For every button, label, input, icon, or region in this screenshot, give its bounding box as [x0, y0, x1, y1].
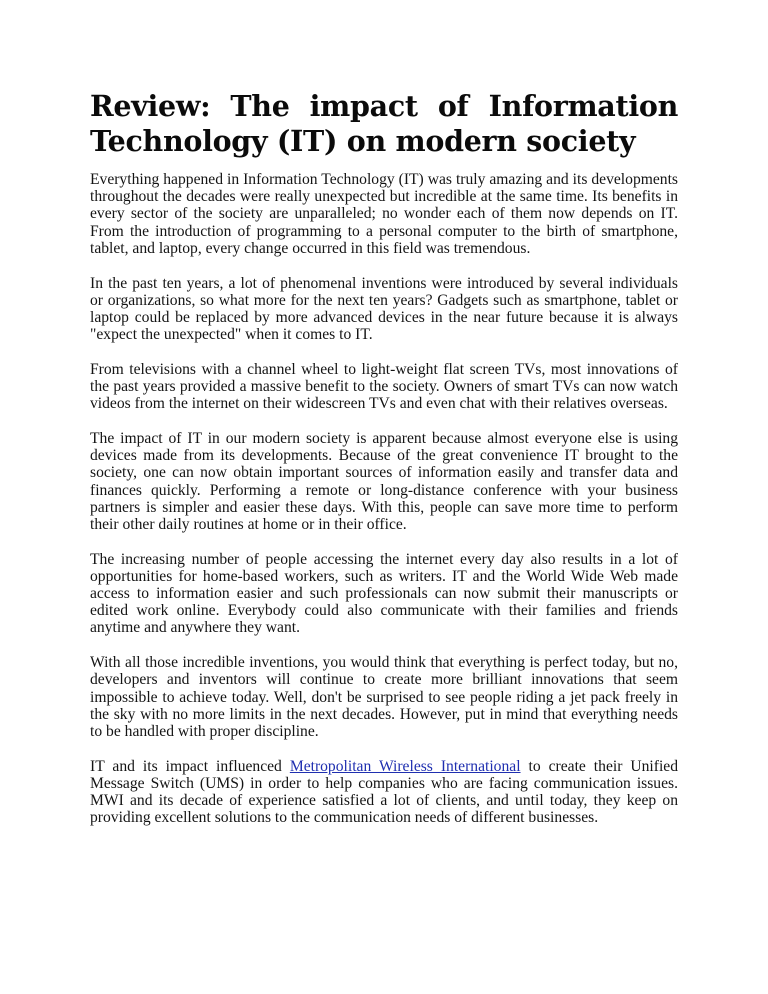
paragraph-mwi: [90, 758, 678, 827]
paragraph-televisions: From televisions with a channel wheel to light-weight flat screen TVs, most innovations of the past years provided a massive benefit to the society. Owners of smart TVs can now watch videos from the internet on their widescreen TVs and even chat with their relatives overseas.: [90, 360, 678, 413]
paragraph-intro: Everything happened in Information Technology (IT) was truly amazing and its developments throughout the decades were really unexpected but incredible at the same time. Its benefits in every sector of the society are unparalleled; no wonder each of them now depends on IT. From the introduction of programming to a personal computer to the birth of smartphone, tablet, and laptop, every change occurred in this field was tremendous.: [90, 171, 678, 257]
paragraph-mwi-after-link: to create their Unified Message Switch (UMS) in order to help companies who are facing communication issues. MWI and its decade of experience satisfied a lot of clients, and until today, they keep on providing excellent solutions to the communication needs of different businesses.: [90, 757, 678, 827]
document-page: [90, 89, 678, 844]
paragraph-impact: The impact of IT in our modern society is apparent because almost everyone else is using devices made from its developments. Because of the great convenience IT brought to the society, one can now obtain important sources of information easily and transfer data and finances quickly. Performing a remote or long-distance conference with your business partners is simpler and easier these days. With this, people can save more time to perform their other daily routines at home or in their office.: [90, 429, 678, 533]
paragraph-mwi-before-link: IT and its impact influenced: [90, 757, 290, 775]
paragraph-internet-access: The increasing number of people accessing the internet every day also results in a lot of opportunities for home-based workers, such as writers. IT and the World Wide Web made access to information easier and such professionals can now submit their manuscripts or edited work online. Everybody could also communicate with their families and friends anytime and anywhere they want.: [90, 550, 678, 637]
mwi-link[interactable]: Metropolitan Wireless International: [289, 757, 521, 775]
paragraph-past-ten-years: In the past ten years, a lot of phenomenal inventions were introduced by several individuals or organizations, so what more for the next ten years? Gadgets such as smartphone, tablet or laptop could be replaced by more advanced devices in the near future because it is always "expect the unexpected" when it comes to IT.: [90, 274, 678, 344]
document-title: Review: The impact of Information Technology (IT) on modern society: [90, 89, 678, 158]
paragraph-inventions: With all those incredible inventions, you would think that everything is perfect today, but no, developers and inventors will continue to create more brilliant innovations that seem impossible to achieve today. Well, don't be surprised to see people riding a jet pack freely in the sky with no more limits in the next decades. However, put in mind that everything needs to be handled with proper discipline.: [90, 654, 678, 740]
